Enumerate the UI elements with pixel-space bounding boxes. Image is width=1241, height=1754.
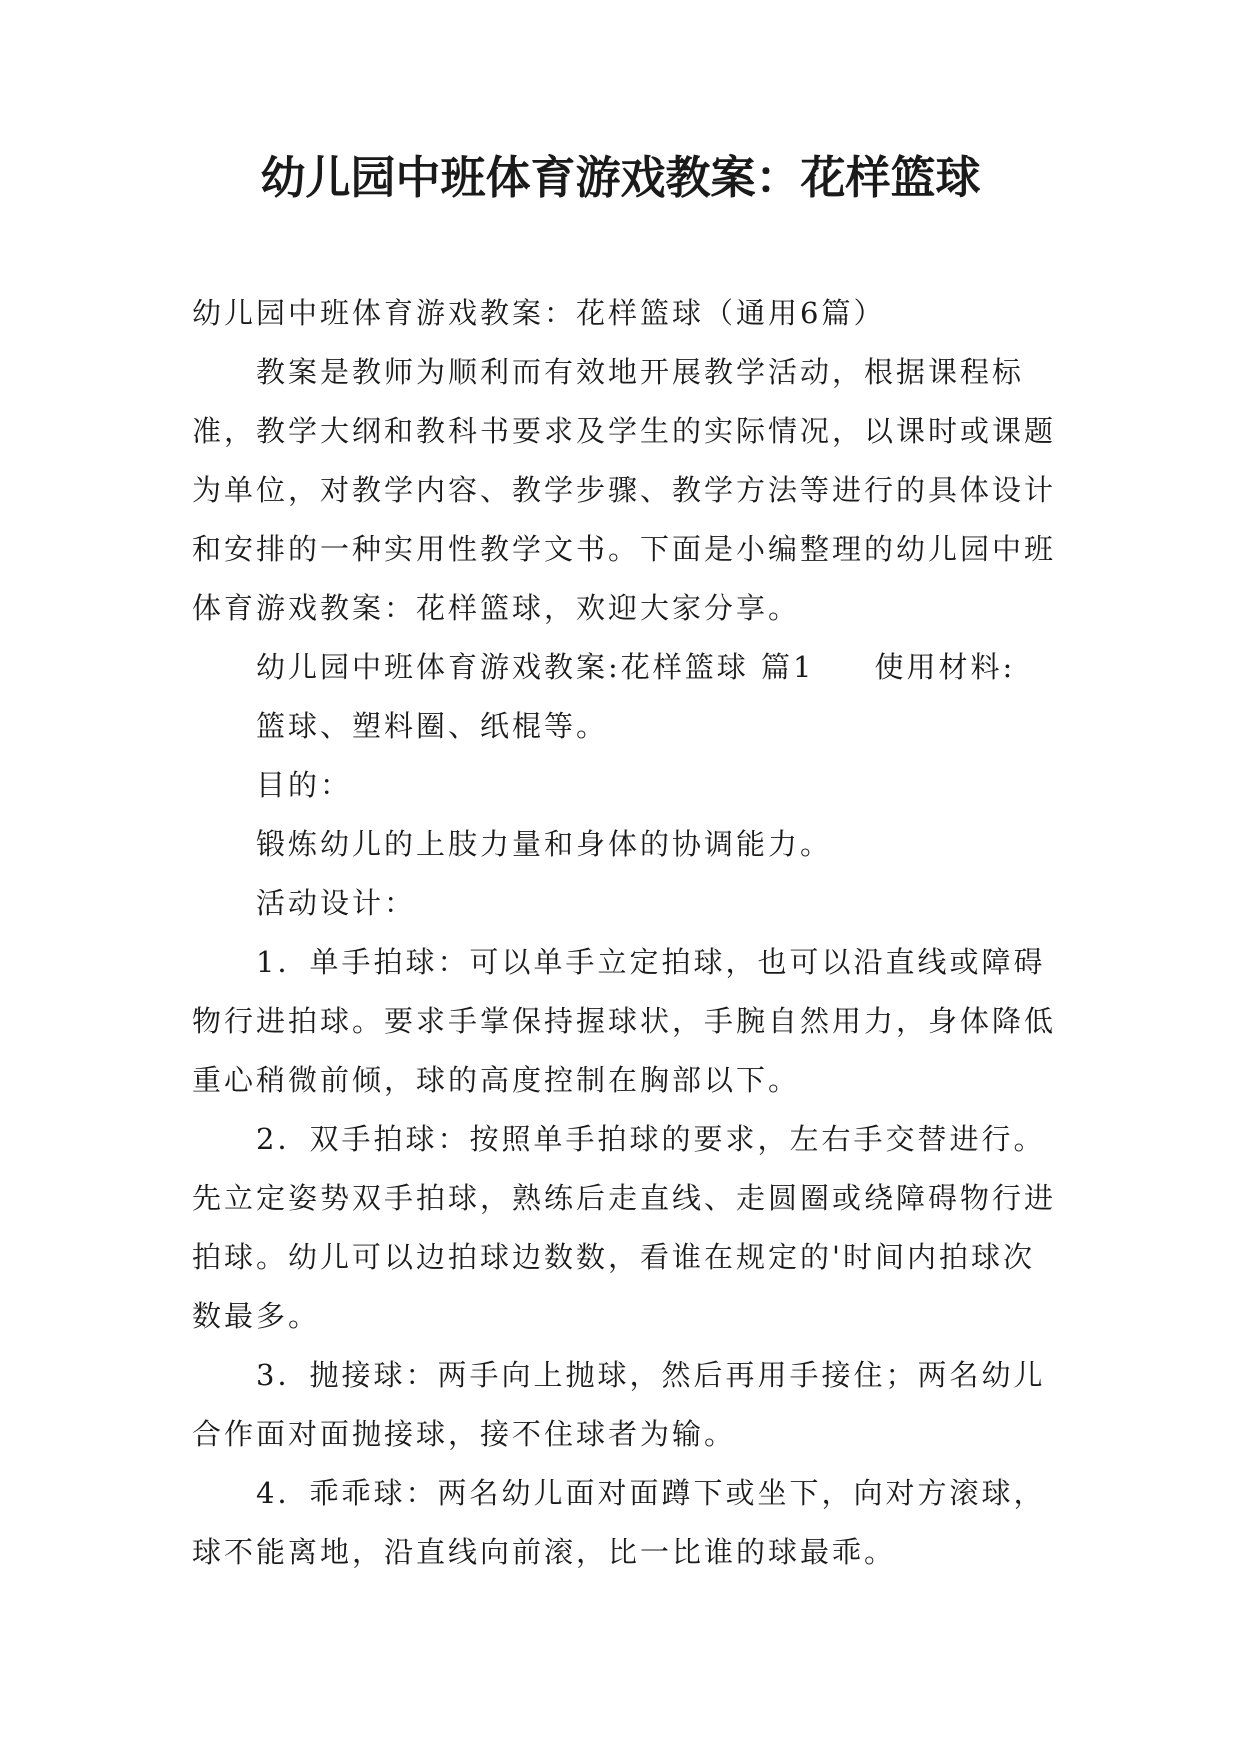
materials-label: 使用材料: (874, 650, 1016, 684)
activity-item-1: 1．单手拍球：可以单手立定拍球，也可以沿直线或障碍物行进拍球。要求手掌保持握球状，手腕自然用力，身体降低重心稍微前倾，球的高度控制在胸部以下。 (192, 945, 1057, 1097)
materials-text: 篮球、塑料圈、纸棍等。 (256, 709, 609, 743)
section-heading: 幼儿园中班体育游戏教案:花样篮球 篇1 (256, 650, 815, 684)
activity-item-2: 2．双手拍球：按照单手拍球的要求，左右手交替进行。先立定姿势双手拍球，熟练后走直线、走圆圈或绕障碍物行进拍球。幼儿可以边拍球边数数，看谁在规定的'时间内拍球次数最多。 (192, 1122, 1057, 1333)
intro-paragraph: 教案是教师为顺利而有效地开展教学活动，根据课程标准，教学大纲和教科书要求及学生的实际情况，以课时或课题为单位，对教学内容、教学步骤、教学方法等进行的具体设计和安排的一种实用性教学文书。下面是小编整理的幼儿园中班体育游戏教案：花样篮球，欢迎大家分享。 (192, 355, 1057, 625)
goal-label: 目的： (256, 768, 353, 802)
document-title: 幼儿园中班体育游戏教案：花样篮球 (260, 151, 981, 204)
design-label: 活动设计： (256, 886, 417, 920)
activity-item-4: 4．乖乖球：两名幼儿面对面蹲下或坐下，向对方滚球，球不能离地，沿直线向前滚，比一比谁的球最乖。 (192, 1476, 1046, 1569)
document-body (192, 284, 1056, 1582)
goal-text: 锻炼幼儿的上肢力量和身体的协调能力。 (256, 827, 833, 861)
activity-item-3: 3．抛接球：两手向上抛球，然后再用手接住；两名幼儿合作面对面抛接球，接不住球者为输。 (192, 1358, 1046, 1451)
section-heading-line (192, 638, 1056, 697)
document-subtitle: 幼儿园中班体育游戏教案：花样篮球（通用6篇） (192, 296, 886, 330)
